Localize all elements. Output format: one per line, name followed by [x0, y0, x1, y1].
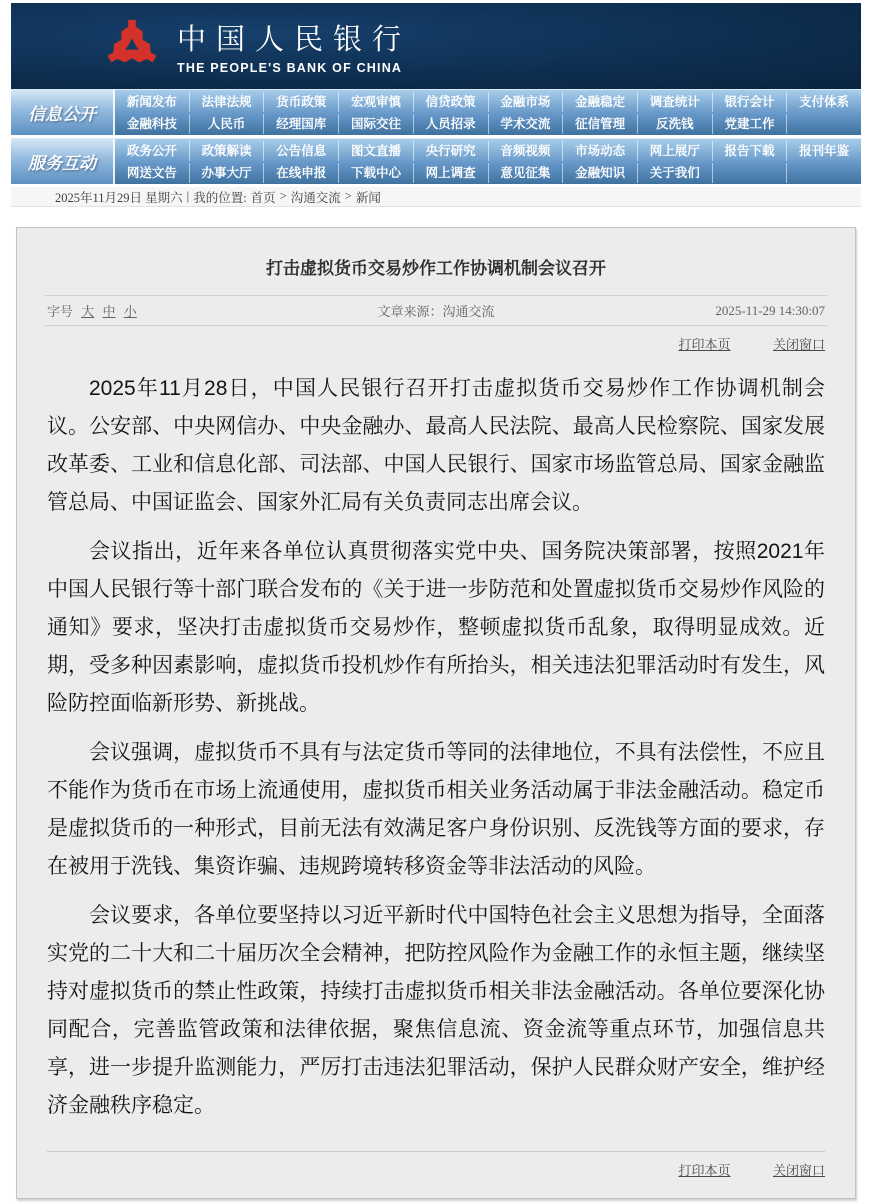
nav-item[interactable]: 货币政策	[264, 92, 339, 112]
site-banner[interactable]	[11, 3, 861, 89]
nav-item[interactable]: 学术交流	[489, 114, 564, 134]
nav-row	[115, 140, 861, 162]
nav-item[interactable]: 音频视频	[489, 141, 564, 161]
article-meta-bar	[45, 295, 827, 326]
breadcrumb	[11, 187, 861, 207]
nav-item[interactable]: 公告信息	[264, 141, 339, 161]
article-paragraph: 会议要求，各单位要坚持以习近平新时代中国特色社会主义思想为指导，全面落实党的二十大和二十届历次全会精神，把防控风险作为金融工作的永恒主题，继续坚持对虚拟货币的禁止性政策，持续打击虚拟货币相关非法金融活动。各单位要深化协同配合，完善监管政策和法律依据，聚焦信息流、资金流等重点环节，加强信息共享，进一步提升监测能力，严厉打击违法犯罪活动，保护人民群众财产安全，维护经济金融秩序稳定。	[47, 904, 825, 1117]
close-window-link[interactable]: 关闭窗口	[772, 337, 825, 352]
article-source: 文章来源：沟通交流	[377, 304, 495, 319]
nav-item[interactable]: 办事大厅	[190, 163, 265, 183]
breadcrumb-link-home[interactable]: 首页	[250, 190, 276, 205]
nav-tab-info-disclosure[interactable]: 信息公开	[11, 90, 115, 135]
nav-item[interactable]: 网上调查	[414, 163, 489, 183]
nav-item[interactable]: 新闻发布	[115, 92, 190, 112]
nav-item[interactable]: 征信管理	[563, 114, 638, 134]
nav-item[interactable]: 关于我们	[638, 163, 713, 183]
article-actions-top	[47, 334, 825, 354]
nav-row	[115, 162, 861, 184]
site-title: 中国人民银行	[177, 24, 412, 56]
nav-item[interactable]: 金融稳定	[563, 92, 638, 112]
nav-item-empty	[787, 114, 861, 134]
page	[11, 3, 861, 1199]
nav-item[interactable]: 宏观审慎	[339, 92, 414, 112]
breadcrumb-link-communication[interactable]: 沟通交流	[290, 190, 341, 205]
nav-item[interactable]: 报刊年鉴	[799, 143, 850, 158]
print-page-link[interactable]: 打印本页	[678, 1163, 731, 1178]
nav-item[interactable]: 信贷政策	[414, 92, 489, 112]
nav-item[interactable]: 央行研究	[414, 141, 489, 161]
article-actions-bottom	[47, 1160, 825, 1180]
nav-item[interactable]: 政策解读	[190, 141, 265, 161]
nav-item-empty	[787, 163, 861, 183]
nav-item[interactable]: 市场动态	[563, 141, 638, 161]
breadcrumb-separator: >	[344, 189, 352, 203]
nav-item[interactable]: 人民币	[190, 114, 265, 134]
nav-item[interactable]: 经理国库	[264, 114, 339, 134]
article-panel	[16, 227, 856, 1199]
breadcrumb-date: 2025年11月29日 星期六	[55, 190, 183, 205]
nav-item[interactable]: 银行会计	[713, 92, 788, 112]
font-size-small-button[interactable]: 小	[123, 304, 137, 319]
page-title: 打击虚拟货币交易炒作工作协调机制会议召开	[266, 259, 606, 278]
nav-item[interactable]: 网上展厅	[638, 141, 713, 161]
site-subtitle: THE PEOPLE'S BANK OF CHINA	[177, 61, 403, 75]
close-window-link[interactable]: 关闭窗口	[772, 1163, 825, 1178]
pboc-logo-icon	[103, 16, 161, 76]
article-paragraph: 会议指出，近年来各单位认真贯彻落实党中央、国务院决策部署，按照2021年中国人民银行等十部门联合发布的《关于进一步防范和处置虚拟货币交易炒作风险的通知》要求，坚决打击虚拟货币交易炒作，整顿虚拟货币乱象，取得明显成效。近期，受多种因素影响，虚拟货币投机炒作有所抬头，相关违法犯罪活动时有发生，风险防控面临新形势、新挑战。	[47, 540, 825, 715]
nav-item[interactable]: 金融科技	[115, 114, 190, 134]
nav-item[interactable]: 人员招录	[414, 114, 489, 134]
nav-item[interactable]: 金融市场	[489, 92, 564, 112]
nav-item[interactable]: 反洗钱	[638, 114, 713, 134]
nav-tab-services[interactable]: 服务互动	[11, 139, 115, 184]
nav-item[interactable]: 网送文告	[115, 163, 190, 183]
nav-row	[115, 113, 861, 135]
nav-row	[115, 91, 861, 113]
nav-menu	[115, 139, 861, 184]
article-body	[17, 370, 855, 1125]
breadcrumb-divider: |	[186, 189, 190, 203]
nav-item[interactable]: 党建工作	[713, 114, 788, 134]
breadcrumb-location-label: 我的位置:	[193, 190, 247, 205]
site-title-block	[177, 17, 411, 75]
font-size-large-button[interactable]: 大	[81, 304, 95, 319]
footer-divider	[47, 1151, 825, 1152]
print-page-link[interactable]: 打印本页	[678, 337, 731, 352]
nav-section-info-disclosure	[11, 89, 861, 135]
breadcrumb-separator: >	[279, 189, 287, 203]
nav-item[interactable]: 下载中心	[339, 163, 414, 183]
nav-item[interactable]: 支付体系	[799, 94, 850, 109]
nav-menu	[115, 90, 861, 135]
main-nav	[11, 89, 861, 184]
nav-item[interactable]: 在线申报	[264, 163, 339, 183]
nav-item[interactable]: 图文直播	[339, 141, 414, 161]
font-size-medium-button[interactable]: 中	[102, 304, 116, 319]
article-paragraph: 2025年11月28日，中国人民银行召开打击虚拟货币交易炒作工作协调机制会议。公安部、中央网信办、中央金融办、最高人民法院、最高人民检察院、国家发展改革委、工业和信息化部、司法部、中国人民银行、国家市场监管总局、国家金融监管总局、中国证监会、国家外汇局有关负责同志出席会议。	[47, 377, 825, 514]
nav-item[interactable]: 调查统计	[638, 92, 713, 112]
nav-item[interactable]: 报告下载	[713, 141, 788, 161]
font-size-label: 字号	[47, 304, 74, 319]
nav-item-empty	[713, 163, 788, 183]
nav-section-services	[11, 138, 861, 184]
article-paragraph: 会议强调，虚拟货币不具有与法定货币等同的法律地位，不具有法偿性，不应且不能作为货币在市场上流通使用，虚拟货币相关业务活动属于非法金融活动。稳定币是虚拟货币的一种形式，目前无法有效满足客户身份识别、反洗钱等方面的要求，存在被用于洗钱、集资诈骗、违规跨境转移资金等非法活动的风险。	[47, 741, 825, 878]
nav-item[interactable]: 金融知识	[563, 163, 638, 183]
breadcrumb-link-news[interactable]: 新闻	[355, 190, 381, 205]
nav-item[interactable]: 国际交往	[339, 114, 414, 134]
font-size-controls	[47, 301, 378, 320]
nav-item[interactable]: 法律法规	[190, 92, 265, 112]
nav-item[interactable]: 意见征集	[489, 163, 564, 183]
nav-item[interactable]: 政务公开	[115, 141, 190, 161]
article-datetime: 2025-11-29 14:30:07	[715, 302, 826, 318]
